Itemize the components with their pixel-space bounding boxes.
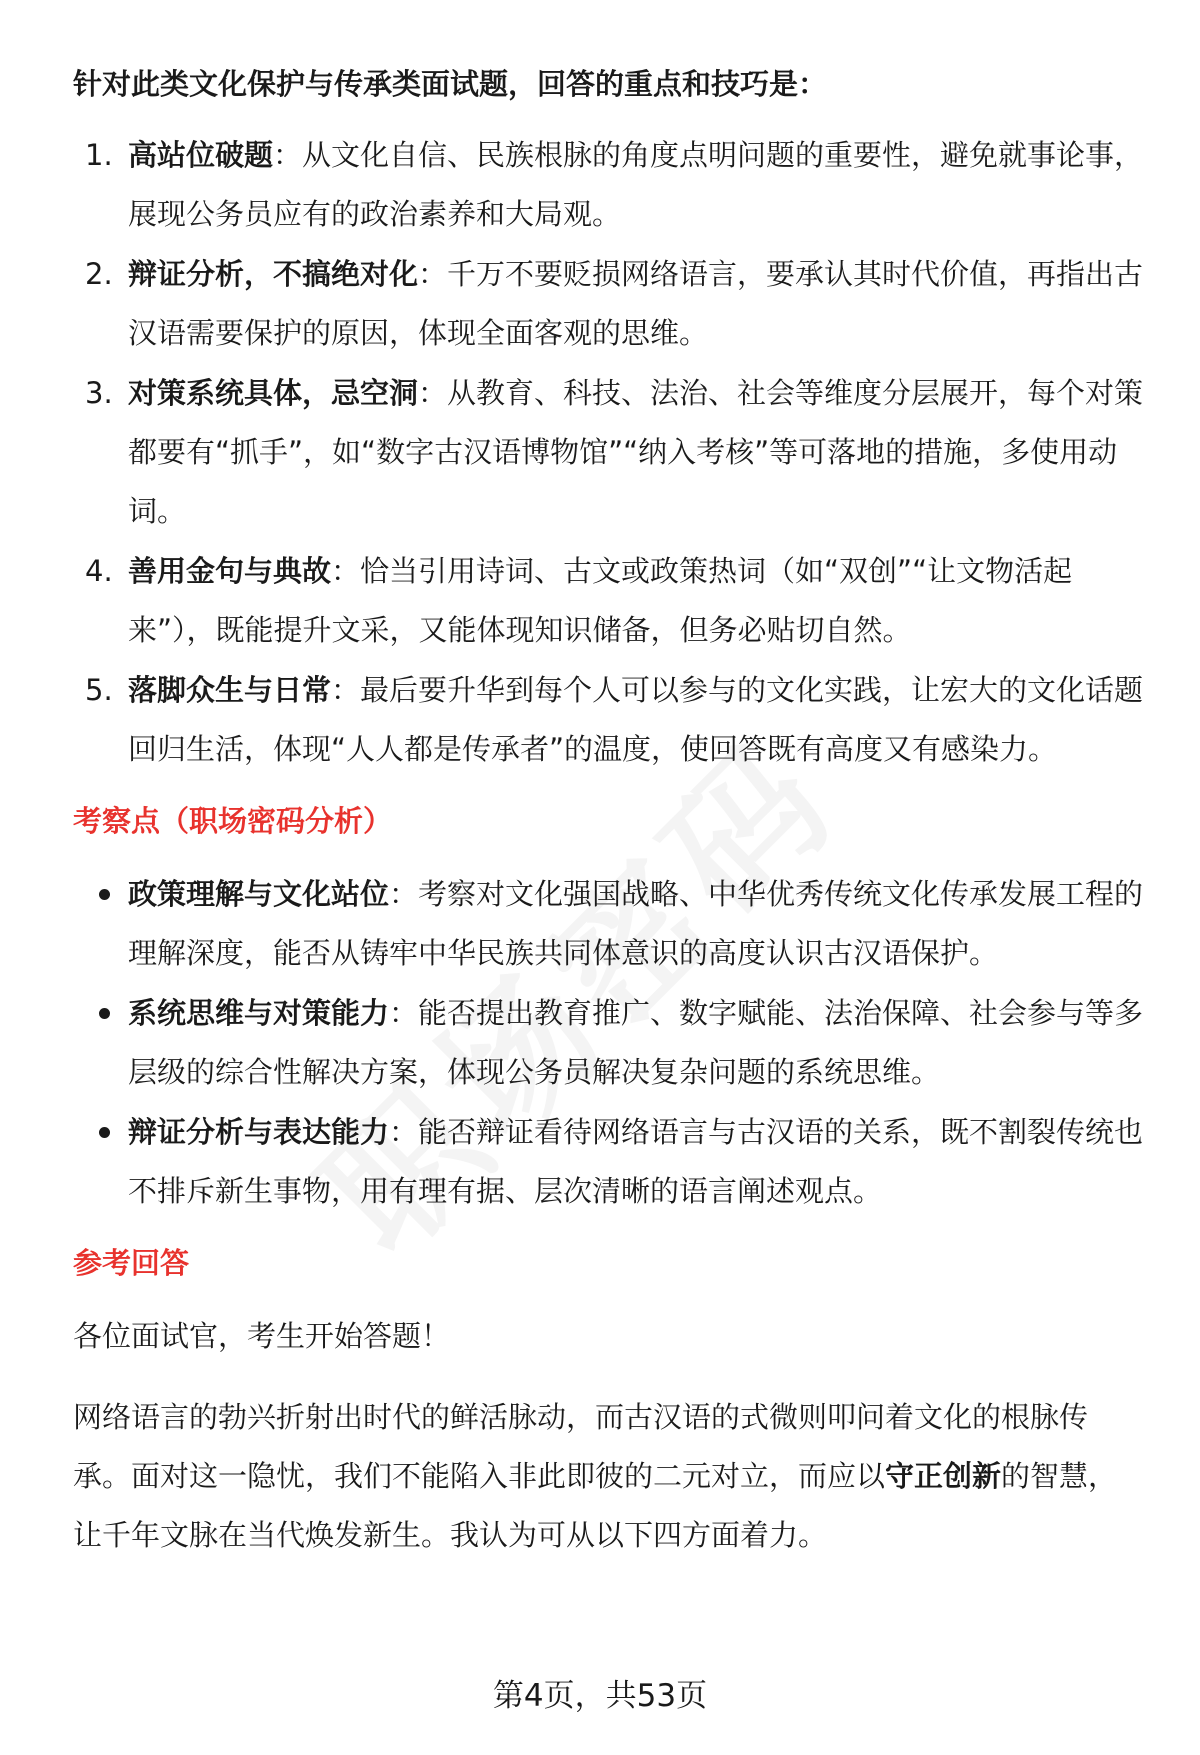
tip-title: 落脚众生与日常 <box>128 673 332 707</box>
list-item <box>73 245 1145 363</box>
list-item <box>73 865 1145 983</box>
list-item <box>73 661 1145 779</box>
answer-emphasis: 守正创新 <box>885 1459 1002 1493</box>
point-title: 系统思维与对策能力 <box>128 996 390 1030</box>
content-area <box>73 60 1145 1587</box>
list-number: 5. <box>85 673 113 707</box>
point-title: 辩证分析与表达能力 <box>128 1115 390 1149</box>
page-number: 第4页，共53页 <box>492 1678 708 1714</box>
point-text: ：能否提出教育推广、数字赋能、法治保障、社会参与等多层级的综合性解决方案，体现公务员解决复杂问题的系统思维。 <box>128 996 1144 1089</box>
answer-paragraph <box>73 1388 1145 1565</box>
bullet-icon <box>99 889 110 900</box>
tip-text: ：从教育、科技、法治、社会等维度分层展开，每个对策都要有“抓手”，如“数字古汉语博物馆”“纳入考核”等可落地的措施，多使用动词。 <box>128 376 1144 528</box>
tip-title: 高站位破题 <box>128 138 274 172</box>
point-text: ：能否辩证看待网络语言与古汉语的关系，既不割裂传统也不排斥新生事物，用有理有据、层次清晰的语言阐述观点。 <box>128 1115 1144 1208</box>
answer-text: 网络语言的勃兴折射出时代的鲜活脉动，而古汉语的式微则叩问着文化的根脉传承。面对这一隐忧，我们不能陷入非此即彼的二元对立，而应以 <box>73 1400 1089 1493</box>
tip-title: 辩证分析，不搞绝对化 <box>128 257 419 291</box>
point-title: 政策理解与文化站位 <box>128 877 390 911</box>
tips-list <box>73 126 1145 779</box>
section-heading-reference-answer: 参考回答 <box>73 1246 190 1280</box>
list-number: 2. <box>85 257 113 291</box>
exam-points-list <box>73 865 1145 1221</box>
tip-text: ：恰当引用诗词、古文或政策热词（如“双创”“让文物活起来”），既能提升文采，又能体现知识储备，但务必贴切自然。 <box>128 554 1073 647</box>
list-item <box>73 542 1145 660</box>
answer-text: 的智慧，让千年文脉在当代焕发新生。我认为可从以下四方面着力。 <box>73 1459 1118 1552</box>
list-item <box>73 984 1145 1102</box>
list-item <box>73 1103 1145 1221</box>
intro-text: 针对此类文化保护与传承类面试题，回答的重点和技巧是： <box>73 67 828 101</box>
answer-greeting: 各位面试官，考生开始答题！ <box>73 1319 451 1353</box>
bullet-icon <box>99 1127 110 1138</box>
tip-text: ：最后要升华到每个人可以参与的文化实践，让宏大的文化话题回归生活，体现“人人都是传承者”的温度，使回答既有高度又有感染力。 <box>128 673 1144 766</box>
tip-text: ：从文化自信、民族根脉的角度点明问题的重要性，避免就事论事，展现公务员应有的政治素养和大局观。 <box>128 138 1144 231</box>
list-number: 4. <box>85 554 113 588</box>
bullet-icon <box>99 1008 110 1019</box>
list-number: 3. <box>85 376 113 410</box>
tip-title: 对策系统具体，忌空洞 <box>128 376 419 410</box>
section-heading-exam-points: 考察点（职场密码分析） <box>73 804 393 838</box>
tip-text: ：千万不要贬损网络语言，要承认其时代价值，再指出古汉语需要保护的原因，体现全面客观的思维。 <box>128 257 1144 350</box>
point-text: ：考察对文化强国战略、中华优秀传统文化传承发展工程的理解深度，能否从铸牢中华民族共同体意识的高度认识古汉语保护。 <box>128 877 1144 970</box>
tip-title: 善用金句与典故 <box>128 554 332 588</box>
list-item <box>73 126 1145 244</box>
list-number: 1. <box>85 138 113 172</box>
list-item <box>73 364 1145 541</box>
